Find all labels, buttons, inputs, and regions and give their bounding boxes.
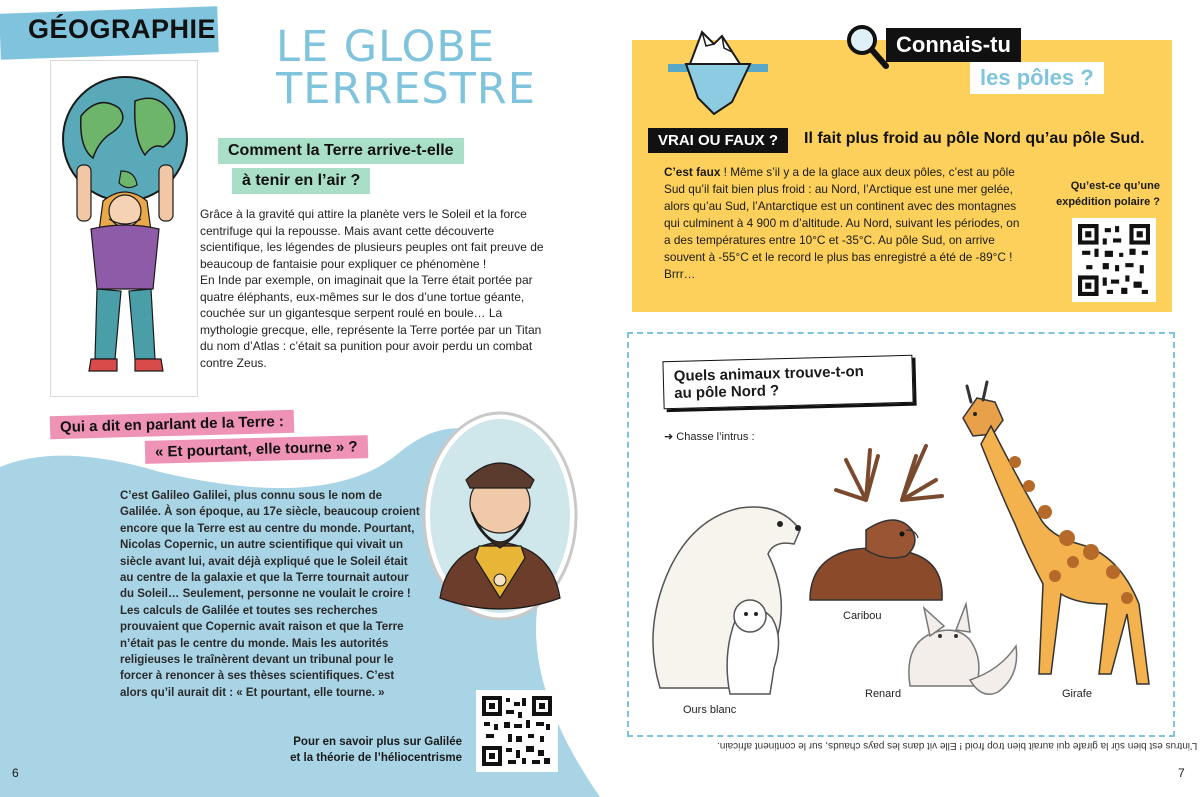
girl-globe-illustration [50, 60, 198, 397]
qr-code-left[interactable] [476, 690, 558, 772]
animals-title [662, 355, 913, 410]
label-caribou: Caribou [843, 610, 882, 622]
qr-caption-left [272, 734, 462, 766]
faux-explanation [664, 164, 1029, 283]
caribou-illustration [806, 430, 966, 605]
section-label: GÉOGRAPHIE [28, 14, 217, 44]
vrai-ou-faux-statement: Il fait plus froid au pôle Nord qu’au pôle Sud. [804, 130, 1145, 147]
question-1-answer [200, 206, 550, 371]
question-2-line-1: Qui a dit en parlant de la Terre : [50, 410, 294, 439]
qr-code-right[interactable] [1072, 218, 1156, 302]
label-renard: Renard [865, 688, 902, 700]
label-girafe: Girafe [1062, 688, 1092, 700]
question-1-line-2: à tenir en l’air ? [232, 168, 370, 194]
question-2-answer: C’est Galileo Galilei, plus connu sous le nom de Galilée. À son époque, au 17e siècle, beaucoup croient encore que la Terre est au centre du monde. Pourtant, Nicolas Copernic, un autre scientifique qui vivait un siècle avant lui, avait déjà expliqué que le Soleil était au centre de la galaxie et que la Terre tournait autour du Soleil… Seulement, personne ne voulait le croire ! Les calculs de Galilée et toutes ses recherches prouvaient que Copernic avait raison et que la Terre n’était pas le centre du monde. Mais les autorités religieuses le traînèrent devant un tribunal pour le forcer à renoncer à ses thèses scientifiques. C’est alors qu’il aurait dit : « Et pourtant, elle tourne. » [120, 490, 420, 699]
faux-bold: C’est faux [664, 165, 721, 179]
page-title [276, 22, 536, 114]
question-2-line-2: « Et pourtant, elle tourne » ? [145, 435, 368, 464]
vrai-ou-faux-label: VRAI OU FAUX ? [648, 128, 788, 153]
chasse-instruction: ➜ Chasse l’intrus : [664, 431, 755, 443]
animals-title-line-2: au pôle Nord ? [674, 382, 780, 402]
qr-caption-line-2: et la théorie de l’héliocentrisme [290, 752, 462, 764]
header-les-poles: les pôles ? [970, 62, 1104, 94]
galileo-portrait [420, 408, 580, 623]
title-line-2: TERRESTRE [276, 64, 536, 114]
upside-down-answer: L’intrus est bien sûr la girafe qui aurait bien trop froid ! Elle vit dans les pays chauds, sur le continent africain. [717, 740, 1198, 751]
question-1-line-1: Comment la Terre arrive-t-elle [218, 138, 464, 164]
title-line-1: LE GLOBE [276, 22, 496, 72]
animals-title-line-1: Quels animaux trouve-t-on [673, 363, 865, 385]
page-number-left: 6 [12, 766, 19, 780]
qr-caption-line-1: Pour en savoir plus sur Galilée [293, 736, 462, 748]
answer-paragraph-1: Grâce à la gravité qui attire la planète vers le Soleil et la force centrifuge qui la repousse. Mais avant cette découverte scientifique, les légendes de plusieurs peuples ont fait preuve de beaucoup de fantaisie pour expliquer ce phénomène ! [200, 207, 544, 271]
faux-body: ! Même s’il y a de la glace aux deux pôles, c’est au pôle Sud qu’il fait bien plus froid : au Nord, l’Arctique est une mer gelée, alors qu’au Sud, l’Antarctique est un continent avec des montagnes qui culminent à 4 900 m d’altitude. Au Nord, suivant les périodes, on a des températures entre 10°C et -35°C. Au pôle Sud, on arrive souvent à -55°C et le record le plus bas enregistré a été de -89°C ! Brrr… [664, 165, 1020, 281]
label-ours-blanc: Ours blanc [683, 704, 737, 716]
polar-bear-illustration [640, 498, 805, 698]
giraffe-illustration [945, 362, 1165, 687]
expedition-caption [1042, 178, 1160, 210]
page-number-right: 7 [1178, 766, 1185, 780]
iceberg-icon [668, 24, 768, 118]
header-connais-tu: Connais-tu [886, 28, 1021, 62]
expedition-line-2: expédition polaire ? [1056, 196, 1160, 208]
answer-paragraph-2: En Inde par exemple, on imaginait que la Terre était portée par quatre éléphants, eux-mêmes sur le dos d’une tortue géante, couchée sur un gigantesque serpent roulé en boule… La mythologie grecque, elle, représente la Terre portée par un Titan du nom d’Atlas : c’était sa punition pour avoir perdu un combat contre Zeus. [200, 273, 542, 370]
magnifier-icon [844, 22, 890, 70]
expedition-line-1: Qu’est-ce qu’une [1070, 180, 1160, 192]
